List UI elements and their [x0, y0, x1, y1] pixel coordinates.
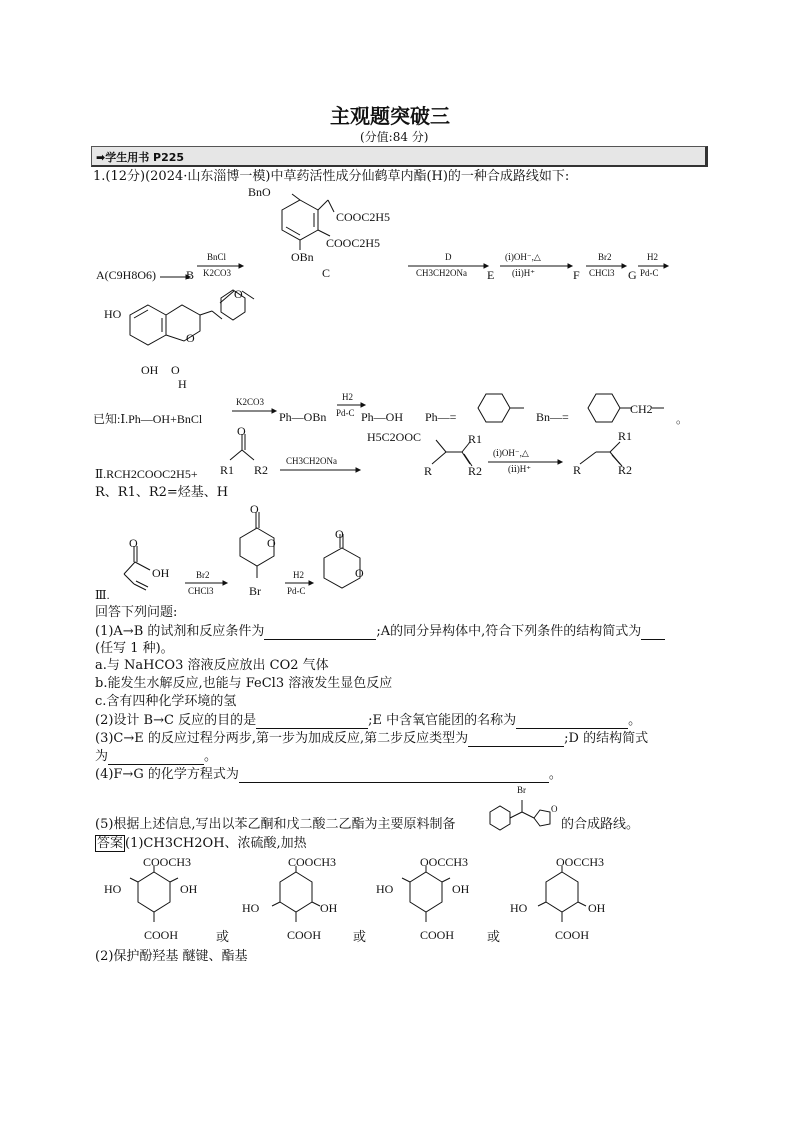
q3-line-2 — [95, 749, 217, 765]
acid-o: O — [129, 536, 138, 550]
final-r: R — [573, 463, 582, 477]
bromo-lactone-o: O — [250, 502, 259, 516]
questions-intro: 回答下列问题: — [95, 605, 178, 620]
q1-line — [95, 624, 665, 640]
answer-structure-4 — [536, 866, 596, 930]
answer-structure-1 — [128, 866, 188, 930]
ketone-o: O — [237, 424, 246, 438]
bar-text: 学生用书 P225 — [105, 151, 185, 164]
reagent-oh: (ⅰ)OH⁻,△ — [505, 252, 541, 262]
reagent-naoet: CH3CH2ONa — [416, 268, 467, 278]
pentenoic-acid — [110, 536, 180, 596]
valerolactone-o: O — [335, 527, 344, 541]
known-2-lhs: Ⅱ.RCH2COOC2H5+ — [95, 467, 198, 481]
bromo-lactone-ring-o: O — [267, 536, 276, 550]
known-3-br2: Br2 — [196, 570, 210, 580]
q2-blank-2[interactable] — [516, 716, 628, 729]
compound-c-label: C — [322, 266, 331, 280]
compound-h-label: H — [178, 377, 187, 391]
q4-blank[interactable] — [239, 770, 549, 783]
student-book-label: ➡学生用书 P225 — [96, 151, 185, 164]
reagent-k2co3: K2CO3 — [203, 268, 232, 278]
a-s4-oh: OH — [588, 901, 606, 915]
answer-structure-2 — [270, 866, 330, 930]
valerolactone — [316, 532, 376, 602]
question-header: 1.(12分)(2024·山东淄博一模)中草药活性成分仙鹤草内酯(H)的一种合成路线如下: — [93, 169, 570, 184]
reagent-bncl: BnCl — [207, 252, 227, 262]
q3-blank-2[interactable] — [108, 752, 204, 765]
q5-text-b: 的合成路线。 — [561, 817, 640, 832]
q2-line — [95, 713, 641, 729]
benzyl-ring-icon — [578, 392, 668, 428]
known-2-h: (ⅱ)H⁺ — [508, 464, 532, 474]
r-definition: R、R1、R2=烃基、H — [95, 485, 229, 500]
ketone-r2: R2 — [254, 463, 269, 477]
answer-1-text: (1)CH3CH2OH、浓硫酸,加热 — [125, 836, 307, 851]
q2-text-a: (2)设计 B→C 反应的目的是 — [95, 713, 257, 728]
known-2-arrow-1 — [280, 468, 360, 474]
q2-blank-1[interactable] — [256, 716, 368, 729]
benzyl-ch2: CH2 — [630, 402, 653, 416]
a-s3-ho: HO — [376, 882, 394, 896]
q5-o: O — [551, 804, 558, 814]
student-book-bar — [91, 146, 708, 167]
page-title: 主观题突破三 — [330, 104, 450, 128]
a-s3-oh: OH — [452, 882, 470, 896]
q5-text-a: (5)根据上述信息,写出以苯乙酮和戊二酸二乙酯为主要原料制备 — [95, 817, 456, 832]
reagent-h: (ⅱ)H⁺ — [512, 268, 536, 278]
acid-oh: OH — [152, 566, 170, 580]
compound-a: A(C9H8O6) — [96, 268, 156, 282]
valerolactone-ring-o: O — [355, 566, 364, 580]
c-cooet-2: COOC2H5 — [326, 236, 381, 250]
q1-text-b: ;A的同分异构体中,符合下列条件的结构简式为 — [376, 624, 642, 639]
a-s1-cooh: COOH — [144, 928, 179, 942]
bn-equals: Bn—= — [536, 410, 569, 424]
h-o-ring: O — [186, 331, 195, 345]
q2-text-b: ;E 中含氧官能团的名称为 — [368, 713, 517, 728]
c-cooet-1: COOC2H5 — [336, 210, 391, 224]
a-s3-cooh: COOH — [420, 928, 455, 942]
a-s2-ho: HO — [242, 901, 260, 915]
bromo-lactone-br: Br — [249, 584, 261, 598]
known-3-pdc: Pd-C — [287, 586, 306, 596]
a-s4-cooh: COOH — [555, 928, 590, 942]
a-or-2: 或 — [353, 930, 367, 945]
ketone-r1: R1 — [220, 463, 235, 477]
q1-blank-1[interactable] — [264, 627, 376, 640]
q3-text-c: 为 — [95, 749, 109, 764]
q3-text-d: 。 — [204, 749, 218, 764]
compound-f: F — [573, 268, 580, 282]
a-s1-oh: OH — [180, 882, 198, 896]
q1-text-a: (1)A→B 的试剂和反应条件为 — [95, 624, 265, 639]
prod-r2: R2 — [468, 464, 483, 478]
known-1-k2co3: K2CO3 — [236, 397, 265, 407]
h-oh: OH — [141, 363, 159, 377]
q3-line — [95, 731, 648, 747]
compound-e: E — [487, 268, 495, 282]
a-s4-top: OOCCH3 — [556, 855, 605, 869]
answer-line-1 — [95, 836, 307, 852]
answer-badge: 答案 — [97, 836, 124, 851]
reagent-d: D — [445, 252, 452, 262]
a-s4-ho: HO — [510, 901, 528, 915]
a-s1-ho: HO — [104, 882, 122, 896]
condition-b: b.能发生水解反应,也能与 FeCl3 溶液发生显色反应 — [95, 676, 393, 691]
known-1-pdc: Pd-C — [336, 408, 355, 418]
q1-blank-2[interactable] — [641, 627, 665, 640]
final-r2: R2 — [618, 463, 633, 477]
prod-ester: H5C2OOC — [367, 430, 422, 444]
known-3-chcl3: CHCl3 — [188, 586, 214, 596]
h-ho: HO — [104, 307, 122, 321]
known-3-label: Ⅲ. — [95, 588, 110, 602]
answer-structure-3 — [400, 866, 460, 930]
q3-blank-1[interactable] — [468, 734, 564, 747]
prod-r1: R1 — [468, 432, 483, 446]
bromo-lactone — [230, 508, 290, 588]
condition-c: c.含有四种化学环境的氢 — [95, 694, 237, 709]
a-s1-top: COOCH3 — [143, 855, 192, 869]
q4-line — [95, 767, 562, 783]
known-2-naoet: CH3CH2ONa — [286, 456, 337, 466]
known-1-ph-obn: Ph—OBn — [279, 410, 327, 424]
known-1-arrow-1 — [232, 409, 276, 415]
a-s2-top: COOCH3 — [288, 855, 337, 869]
q4-text-b: 。 — [548, 767, 562, 782]
c-bno: BnO — [248, 185, 271, 199]
a-or-1: 或 — [216, 930, 230, 945]
final-r1: R1 — [618, 429, 633, 443]
q3-text-a: (3)C→E 的反应过程分两步,第一步为加成反应,第二步反应类型为 — [95, 731, 469, 746]
known-1-period: 。 — [676, 412, 689, 426]
q5-target-structure — [478, 790, 568, 840]
a-s2-oh: OH — [320, 901, 338, 915]
compound-b: B — [186, 268, 195, 282]
q2-text-c: 。 — [628, 713, 642, 728]
reagent-chcl3: CHCl3 — [589, 268, 615, 278]
c-obn: OBn — [291, 250, 314, 264]
a-s2-cooh: COOH — [287, 928, 322, 942]
known-3-h2: H2 — [293, 570, 304, 580]
known-2-oh: (ⅰ)OH⁻,△ — [493, 448, 529, 458]
known-1-lhs: 已知:Ⅰ.Ph—OH+BnCl — [93, 412, 203, 426]
known-1-ph-oh: Ph—OH — [361, 410, 404, 424]
answer-2-text: (2)保护酚羟基 醚键、酯基 — [95, 949, 248, 964]
h-o-methoxy: O — [234, 287, 243, 301]
reagent-pdc: Pd-C — [640, 268, 659, 278]
ph-equals: Ph—= — [425, 410, 457, 424]
score-label: (分值:84 分) — [360, 130, 429, 144]
q3-text-b: ;D 的结构简式 — [564, 731, 649, 746]
q5-br: Br — [517, 785, 526, 795]
reagent-h2: H2 — [647, 252, 658, 262]
prod-r: R — [424, 464, 433, 478]
q4-text-a: (4)F→G 的化学方程式为 — [95, 767, 239, 782]
condition-a: a.与 NaHCO3 溶液反应放出 CO2 气体 — [95, 658, 329, 673]
a-s3-top: OOCCH3 — [420, 855, 469, 869]
known-1-h2: H2 — [342, 392, 353, 402]
compound-g: G — [628, 268, 637, 282]
phenyl-ring-icon — [468, 392, 528, 428]
arrow-e-f — [500, 264, 572, 270]
a-or-3: 或 — [487, 930, 501, 945]
reagent-br2: Br2 — [598, 252, 612, 262]
q1-note: (任写 1 种)。 — [95, 641, 174, 656]
h-o-carbonyl: O — [171, 363, 180, 377]
